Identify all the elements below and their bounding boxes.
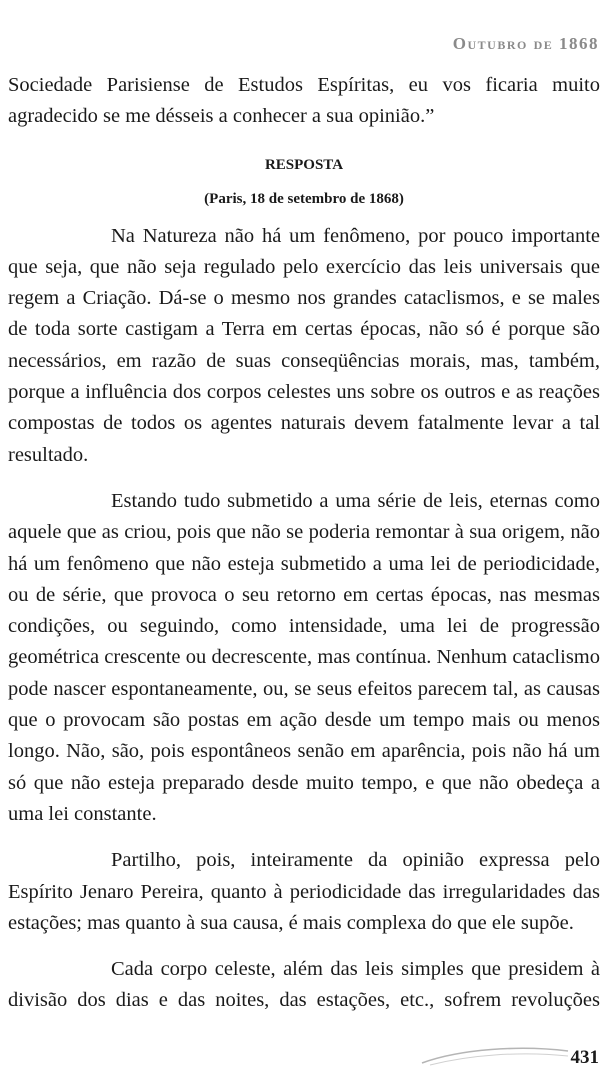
- running-header: Outubro de 1868: [452, 34, 599, 53]
- decorative-swoosh-icon: [420, 1043, 570, 1067]
- paragraph-2: Estando tudo submetido a uma série de leis, eternas como aquele que as criou, pois que não se poderia remontar à sua origem, não há um fenômeno que não esteja submetido a uma lei de periodicidade, ou de série, que provoca o seu retorno em certas épocas, nas mesmas condições, ou seguindo, como intensidade, uma lei de progressão geométrica crescente ou decrescente, mas contínua. Nenhum cataclismo pode nascer espontaneamente, ou, se seus efeitos parecem tal, as causas que o provocam são postas em ação desde um tempo mais ou menos longo. Não, são, pois espontâneos senão em aparência, pois não há um só que não esteja preparado desde muito tempo, e que não obedeça a uma lei constante.: [8, 489, 600, 825]
- page-body: [8, 70, 600, 1017]
- paragraph-4: Cada corpo celeste, além das leis simples que presidem à divisão dos dias e das noites, das estações, etc., sofrem revoluções: [8, 958, 600, 1012]
- opening-lines: Sociedade Parisiense de Estudos Espíritas, eu vos ficaria muito agradecido se me désseis a conhecer a sua opinião.”: [8, 74, 600, 128]
- paragraph-3: Partilho, pois, inteiramente da opinião expressa pelo Espírito Jenaro Pereira, quanto à periodicidade das irregularidades das estações; mas quanto à sua causa, é mais complexa do que ele supõe.: [8, 849, 600, 934]
- response-title: RESPOSTA: [264, 156, 344, 173]
- response-dateline: (Paris, 18 de setembro de 1868): [204, 190, 404, 207]
- page-number: 431: [570, 1047, 599, 1068]
- paragraph-1: Na Natureza não há um fenômeno, por pouco importante que seja, que não seja regulado pelo exercício das leis universais que regem a Criação. Dá-se o mesmo nos grandes cataclismos, e se males de toda sorte castigam a Terra em certas épocas, não só é porque são necessários, em razão de suas conseqüências morais, mas, também, porque a influência dos corpos celestes uns sobre os outros e as reações compostas de todos os agentes naturais devem fatalmente levar a tal resultado.: [8, 224, 600, 466]
